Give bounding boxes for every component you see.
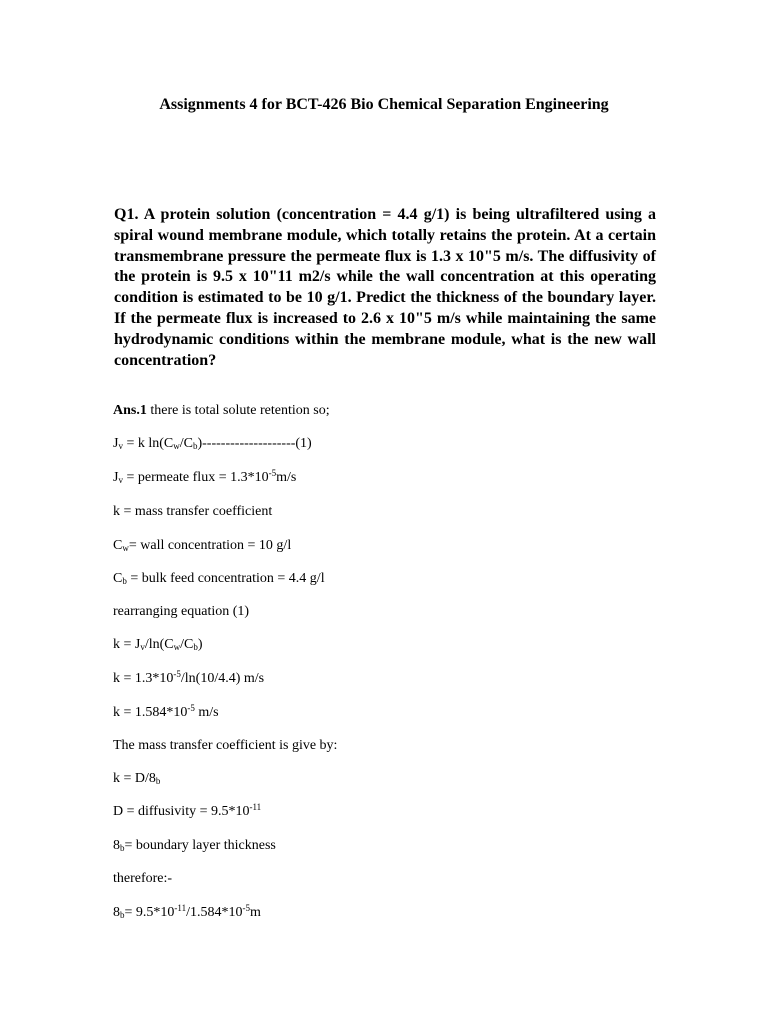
flux-part: J (113, 470, 119, 485)
cw-sub: w (122, 543, 129, 553)
kres-sup: -5 (187, 703, 195, 713)
kcalc-part: /ln(10/4.4) m/s (180, 671, 265, 686)
therefore-line: therefore:- (113, 871, 173, 886)
assignment-title: Assignments 4 for BCT-426 Bio Chemical Separation Engineering (159, 96, 609, 113)
kd-part: k = D/8 (113, 771, 156, 786)
d-part: D = diffusivity = 9.5*10 (113, 804, 250, 819)
answer-intro (113, 402, 330, 420)
k-calculation (113, 670, 264, 688)
mass-transfer-intro: The mass transfer coefficient is give by: (113, 738, 338, 753)
eq1-sub: v (118, 441, 123, 451)
eq1-part: /C (179, 436, 193, 451)
answer-intro-text: there is total solute retention so; (146, 403, 330, 418)
cb-part: C (113, 571, 123, 586)
keq-part: /ln(C (144, 637, 174, 652)
question-text: A protein solution (concentration = 4.4 g/1) is being ultrafiltered using a spiral wound membrane module, which totally retains the protein. At a certain transmembrane pressure the permeate flux is 1.3 x 10"5 m/s. The diffusivity of the protein is 9.5 x 10"11 m2/s while the wall concentration at this operating condition is estimated to be 10 g/1. Predict the thickness of the boundary layer. If the permeate flux is increased to 2.6 x 10"5 m/s while maintaining the same hydrodynamic conditions within the membrane module, what is the new wall concentration? (114, 206, 656, 369)
kd-sub: b (155, 776, 161, 786)
flux-sub: v (118, 475, 123, 485)
keq-sub: b (193, 642, 198, 652)
wall-concentration-line (113, 537, 291, 555)
rearranging-line: rearranging equation (1) (113, 604, 250, 619)
question-label: Q1. (114, 206, 139, 223)
cw-part: = wall concentration = 10 g/l (128, 538, 292, 553)
boundary-layer-calculation (113, 904, 261, 922)
flux-part: = permeate flux = 1.3*10 (122, 470, 269, 485)
cb-sub: b (122, 576, 127, 586)
k-definition: k = mass transfer coefficient (113, 504, 273, 519)
eq1-sub: b (192, 441, 198, 451)
keq-sub: w (173, 642, 181, 652)
eq1-sub: w (173, 441, 180, 451)
cw-part: C (113, 538, 123, 553)
d-sup: -11 (249, 802, 262, 812)
k-d-relation (113, 770, 160, 788)
dcalc-part: m (249, 905, 261, 920)
permeate-flux-line (113, 469, 296, 487)
flux-part: m/s (276, 470, 297, 485)
bulk-concentration-line (113, 570, 325, 588)
delta-sub: b (120, 843, 125, 853)
dcalc-sub: b (120, 910, 125, 920)
answer-label: Ans.1 (113, 403, 147, 418)
eq1-part: )--------------------(1) (197, 436, 312, 451)
keq-part: ) (197, 637, 203, 652)
cb-part: = bulk feed concentration = 4.4 g/l (126, 571, 325, 586)
dcalc-sup: -5 (242, 903, 250, 913)
kres-part: m/s (194, 705, 219, 720)
question-1 (114, 205, 656, 371)
k-equation (113, 636, 203, 654)
dcalc-part: 8 (113, 905, 120, 920)
dcalc-sup: -11 (174, 903, 187, 913)
dcalc-part: /1.584*10 (186, 905, 243, 920)
eq1-part: J (113, 436, 119, 451)
diffusivity-line (113, 803, 261, 821)
kcalc-sup: -5 (173, 669, 181, 679)
keq-sub: v (140, 642, 145, 652)
flux-sup: -5 (268, 468, 277, 478)
k-result (113, 704, 219, 722)
delta-part: = boundary layer thickness (124, 838, 276, 853)
keq-part: /C (180, 637, 194, 652)
kcalc-part: k = 1.3*10 (113, 671, 174, 686)
equation-1 (113, 435, 312, 453)
dcalc-part: = 9.5*10 (124, 905, 175, 920)
eq1-part: = k ln(C (122, 436, 174, 451)
keq-part: k = J (113, 637, 141, 652)
delta-part: 8 (113, 838, 120, 853)
boundary-layer-definition (113, 837, 276, 855)
kres-part: k = 1.584*10 (113, 705, 188, 720)
